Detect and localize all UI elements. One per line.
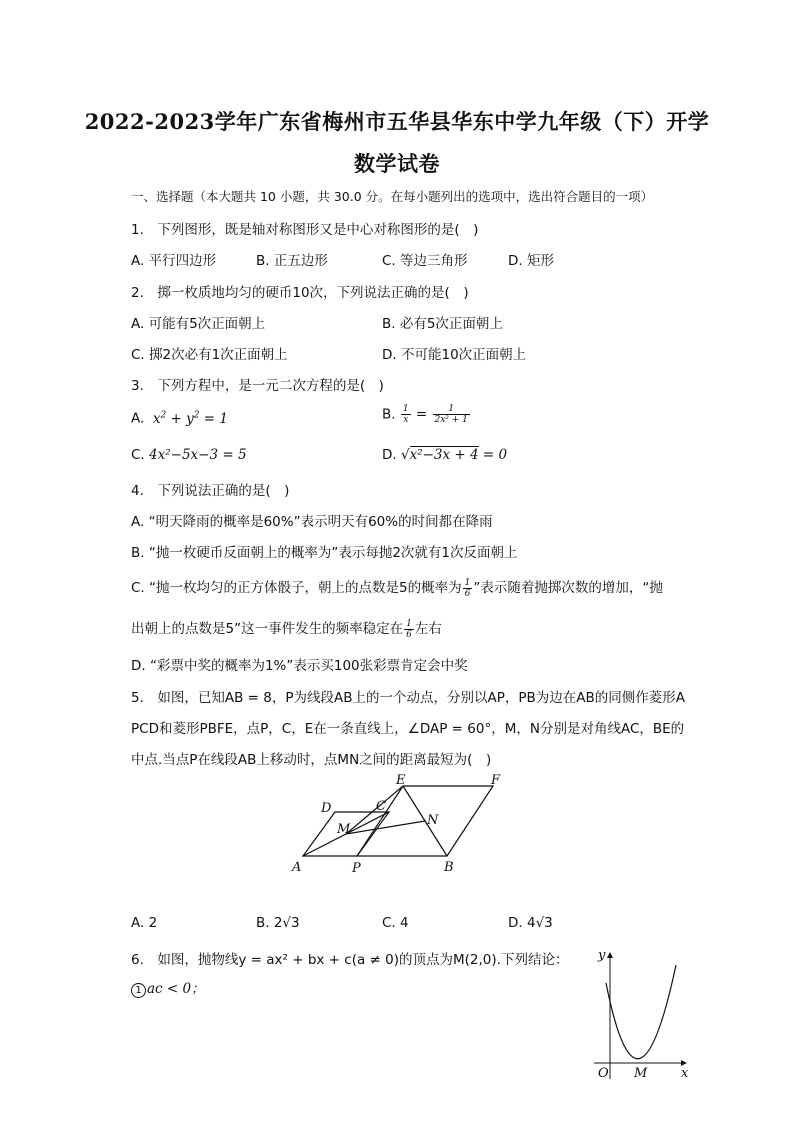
q6-item-1 xyxy=(131,977,205,998)
q1-option-d: D. 矩形 xyxy=(508,253,554,269)
q3-option-b-label: B. xyxy=(382,406,396,423)
q3-stem: 3. 下列方程中，是一元二次方程的是( ) xyxy=(131,378,384,394)
q4-stem: 4. 下列说法正确的是( ) xyxy=(131,483,290,499)
q4-option-d: D. “彩票中奖的概率为1%”表示买100张彩票肯定会中奖 xyxy=(131,658,468,674)
segment-m-e xyxy=(346,786,403,834)
label-n: N xyxy=(427,813,439,828)
label-e: E xyxy=(396,773,406,788)
label-a: A xyxy=(292,860,302,875)
q3-option-c xyxy=(131,447,247,463)
q3-option-a xyxy=(131,410,228,427)
q4-option-a: A. “明天降雨的概率是60%”表示明天有60%的时间都在降雨 xyxy=(131,514,493,530)
rhombus-figure xyxy=(285,770,525,880)
q4-option-c-line1 xyxy=(131,576,663,599)
q2-option-d: D. 不可能10次正面朝上 xyxy=(382,347,527,363)
q2-option-a: A. 可能有5次正面朝上 xyxy=(131,316,266,332)
q1-option-c: C. 等边三角形 xyxy=(382,253,468,269)
section-heading: 一、选择题（本大题共 10 小题，共 30.0 分。在每小题列出的选项中，选出符合题目的一项） xyxy=(131,189,654,204)
parabola-figure xyxy=(588,943,698,1083)
q1-option-b: B. 正五边形 xyxy=(256,253,328,269)
label-p: P xyxy=(352,861,361,876)
q4-frac-1-6-b: $\frac{1}{6}$ xyxy=(406,618,412,640)
q3-option-d-expr: = 0 xyxy=(482,447,508,463)
label-x: x xyxy=(681,1066,689,1081)
q4-option-c-text-2: ”表示随着抛掷次数的增加，“抛 xyxy=(473,580,663,596)
q4-frac-1-6: $\frac{1}{6}$ xyxy=(464,577,471,599)
label-d: D xyxy=(321,801,332,816)
label-b: B xyxy=(444,860,454,875)
exam-title-line-2: 数学试卷 xyxy=(354,151,440,176)
q5-option-d: D. 4√3 xyxy=(508,915,553,931)
label-y: y xyxy=(598,948,606,963)
q5-option-a: A. 2 xyxy=(131,915,158,931)
q3-option-b-frac-right: $\frac{1}{\text{2x² + 1}}$ xyxy=(434,404,468,425)
q3-option-c-expr: 4x²−5x−3 = 5 xyxy=(149,447,247,463)
q3-option-b-frac-left: $\frac{1}{x}$ xyxy=(402,404,409,425)
q3-option-d-label: D. xyxy=(382,447,397,463)
q3-option-c-label: C. xyxy=(131,447,145,463)
q3-option-a-label: A. xyxy=(131,410,145,427)
q3-option-b: B. $\frac{1}{x}$ = $\frac{1}{\text{2x² + 1}}$ xyxy=(382,404,468,425)
q4-option-c-text-1: C. “抛一枚均匀的正方体骰子，朝上的点数是5的概率为 xyxy=(131,580,462,596)
q5-option-c: C. 4 xyxy=(382,915,409,931)
circled-number-1: 1 xyxy=(131,983,146,998)
q5-stem-line2: PCD和菱形PBFE，点P，C，E在一条直线上，∠DAP = 60°，M，N分别是对角线AC，BE的 xyxy=(131,721,685,737)
exam-title-line-1: 2022-2023学年广东省梅州市五华县华东中学九年级（下）开学 xyxy=(84,109,710,134)
q6-stem: 6. 如图，抛物线y = ax² + bx + c(a ≠ 0)的顶点为M(2,0).下列结论： xyxy=(131,952,569,968)
label-c: C xyxy=(376,799,386,814)
label-f: F xyxy=(491,773,501,788)
q4-option-c-text-4: 左右 xyxy=(414,621,442,637)
q3-option-d xyxy=(382,447,507,463)
parabola-curve xyxy=(606,965,676,1059)
q2-option-b: B. 必有5次正面朝上 xyxy=(382,316,503,332)
q3-option-a-expr: $x^2 + y^2 = 1$ xyxy=(148,410,228,427)
label-m-vertex: M xyxy=(634,1066,648,1081)
q5-stem-line1: 5. 如图，已知AB = 8，P为线段AB上的一个动点，分别以AP，PB为边在AB的同侧作菱形A xyxy=(131,690,686,706)
q2-option-c: C. 掷2次必有1次正面朝上 xyxy=(131,347,288,363)
label-m: M xyxy=(337,822,351,837)
q5-option-b: B. 2√3 xyxy=(256,915,300,931)
q4-option-c-line2 xyxy=(131,617,442,640)
q3-option-d-radical: √x²−3x + 4 xyxy=(400,447,479,463)
q2-stem: 2. 掷一枚质地均匀的硬币10次，下列说法正确的是( ) xyxy=(131,285,469,301)
q6-item-1-text: ac < 0； xyxy=(147,981,205,997)
q1-option-a: A. 平行四边形 xyxy=(131,253,217,269)
q4-option-b: B. “抛一枚硬币反面朝上的概率为”表示每抛2次就有1次反面朝上 xyxy=(131,545,518,561)
q5-stem-line3: 中点.当点P在线段AB上移动时，点MN之间的距离最短为( ) xyxy=(131,752,492,768)
q1-stem: 1. 下列图形，既是轴对称图形又是中心对称图形的是( ) xyxy=(131,222,479,238)
label-o: O xyxy=(598,1066,609,1081)
q4-option-c-text-3: 出朝上的点数是5”这一事件发生的频率稳定在 xyxy=(131,621,404,637)
